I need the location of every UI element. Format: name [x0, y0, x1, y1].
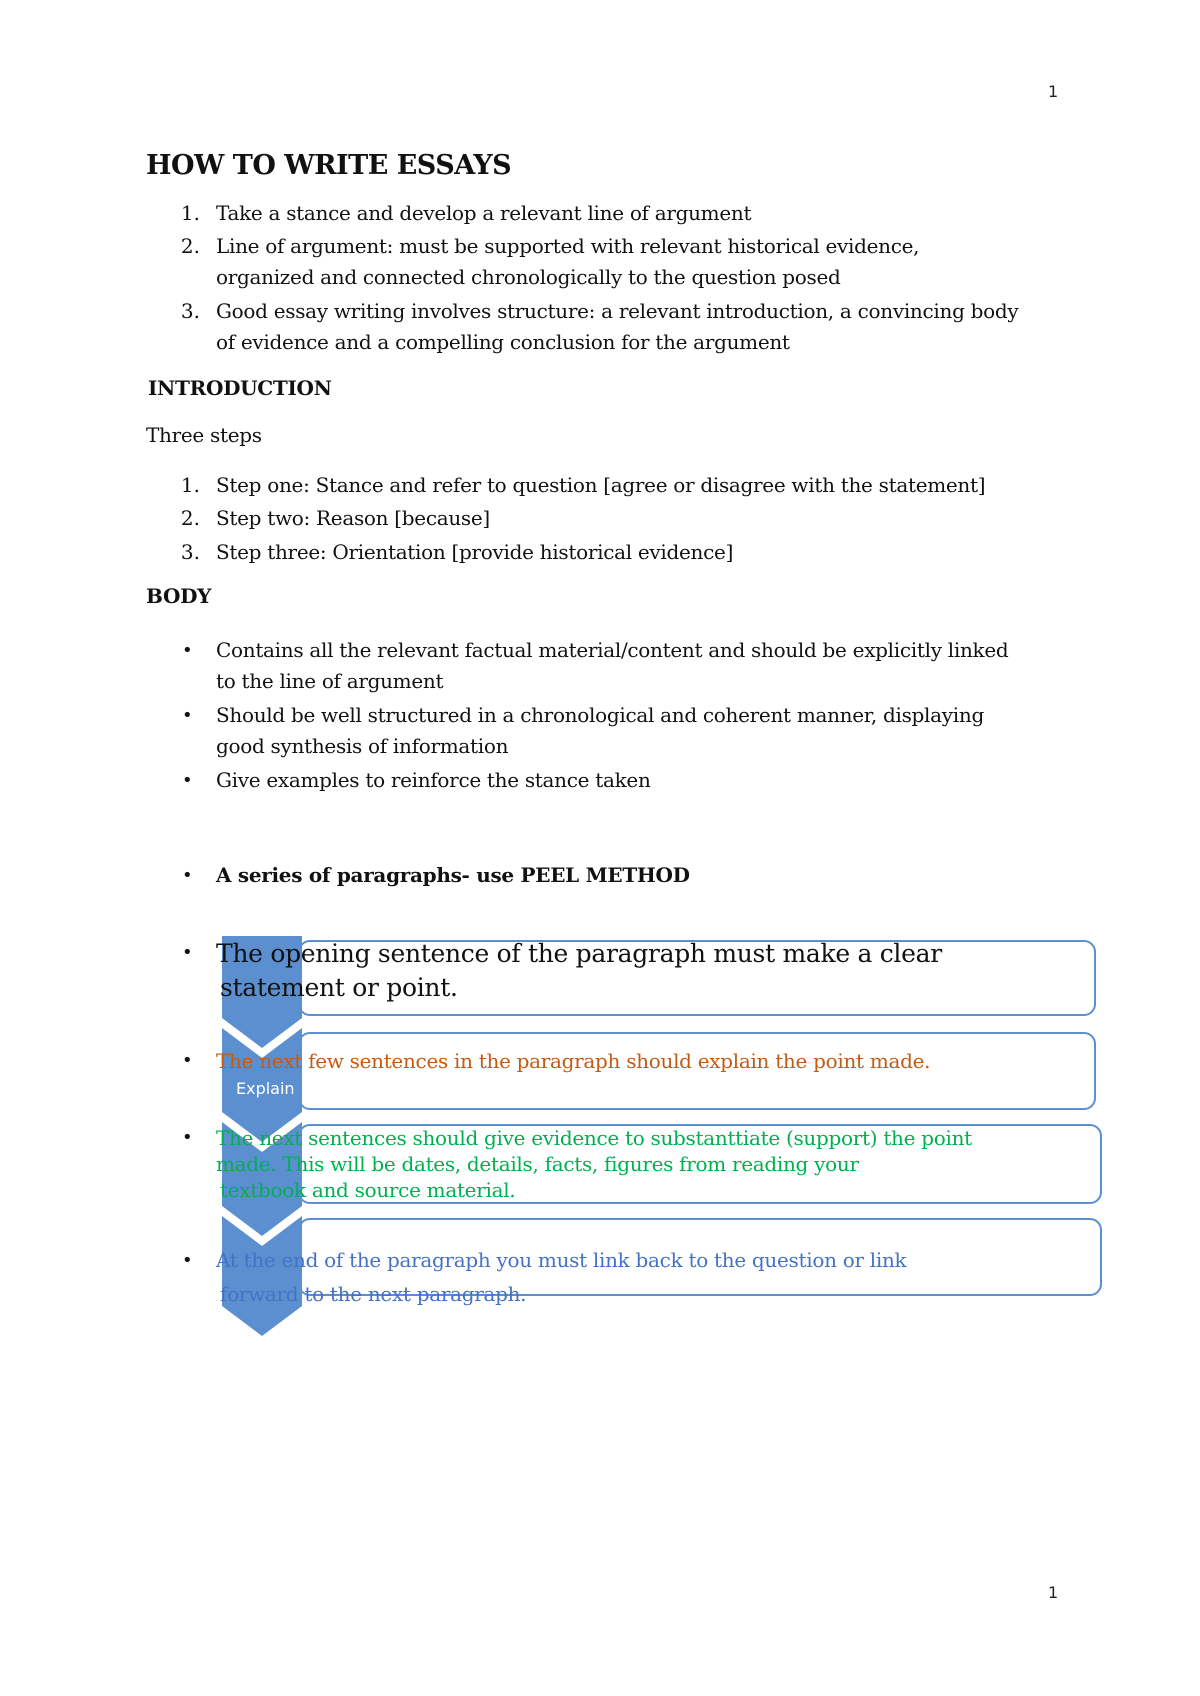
- document-title: HOW TO WRITE ESSAYS: [146, 150, 512, 181]
- step-number: 3.: [180, 540, 200, 564]
- bullet-glyph: •: [182, 1250, 193, 1271]
- list-item-text: Take a stance and develop a relevant line of argument: [216, 201, 752, 225]
- peel-link-text: forward to the next paragraph.: [220, 1282, 527, 1306]
- list-item-text: Good essay writing involves structure: a relevant introduction, a convincing body: [216, 299, 1019, 323]
- peel-method-bullet: A series of paragraphs- use PEEL METHOD: [216, 863, 690, 887]
- bullet-glyph: •: [182, 770, 193, 791]
- bullet-text: Contains all the relevant factual material/content and should be explicitly linked: [216, 638, 1009, 662]
- step-text: Step three: Orientation [provide historical evidence]: [216, 540, 734, 564]
- peel-evidence-text: textbook and source material.: [220, 1178, 516, 1202]
- peel-explain-text: The next few sentences in the paragraph should explain the point made.: [216, 1049, 931, 1073]
- list-item-text: organized and connected chronologically to the question posed: [216, 265, 841, 289]
- list-number: 3.: [180, 299, 200, 323]
- bullet-text: good synthesis of information: [216, 734, 509, 758]
- body-heading: BODY: [146, 584, 212, 608]
- introduction-heading: INTRODUCTION: [148, 376, 332, 400]
- bullet-glyph: •: [182, 1050, 193, 1071]
- bullet-glyph: •: [182, 1127, 193, 1148]
- bullet-text: Should be well structured in a chronological and coherent manner, displaying: [216, 703, 984, 727]
- bullet-glyph: •: [182, 640, 193, 661]
- list-number: 1.: [180, 201, 200, 225]
- introduction-subtitle: Three steps: [146, 423, 262, 447]
- bullet-glyph: •: [182, 942, 193, 963]
- footer-page-number: 1: [1048, 1583, 1059, 1602]
- step-text: Step two: Reason [because]: [216, 506, 490, 530]
- peel-evidence-text: The next sentences should give evidence to substanttiate (support) the point: [216, 1126, 972, 1150]
- chevron-label-explain: Explain: [236, 1079, 295, 1098]
- peel-link-text: At the end of the paragraph you must link back to the question or link: [216, 1248, 907, 1272]
- peel-point-text: The opening sentence of the paragraph must make a clear: [216, 939, 942, 968]
- list-item-text: of evidence and a compelling conclusion for the argument: [216, 330, 790, 354]
- peel-evidence-text: made. This will be dates, details, facts, figures from reading your: [216, 1152, 859, 1176]
- peel-point-text: statement or point.: [220, 973, 458, 1002]
- bullet-glyph: •: [182, 865, 193, 886]
- list-item-text: Line of argument: must be supported with relevant historical evidence,: [216, 234, 920, 258]
- step-number: 1.: [180, 473, 200, 497]
- bullet-text: to the line of argument: [216, 669, 444, 693]
- header-page-number: 1: [1048, 82, 1059, 101]
- step-number: 2.: [180, 506, 200, 530]
- step-text: Step one: Stance and refer to question [agree or disagree with the statement]: [216, 473, 986, 497]
- bullet-text: Give examples to reinforce the stance taken: [216, 768, 651, 792]
- bullet-glyph: •: [182, 705, 193, 726]
- list-number: 2.: [180, 234, 200, 258]
